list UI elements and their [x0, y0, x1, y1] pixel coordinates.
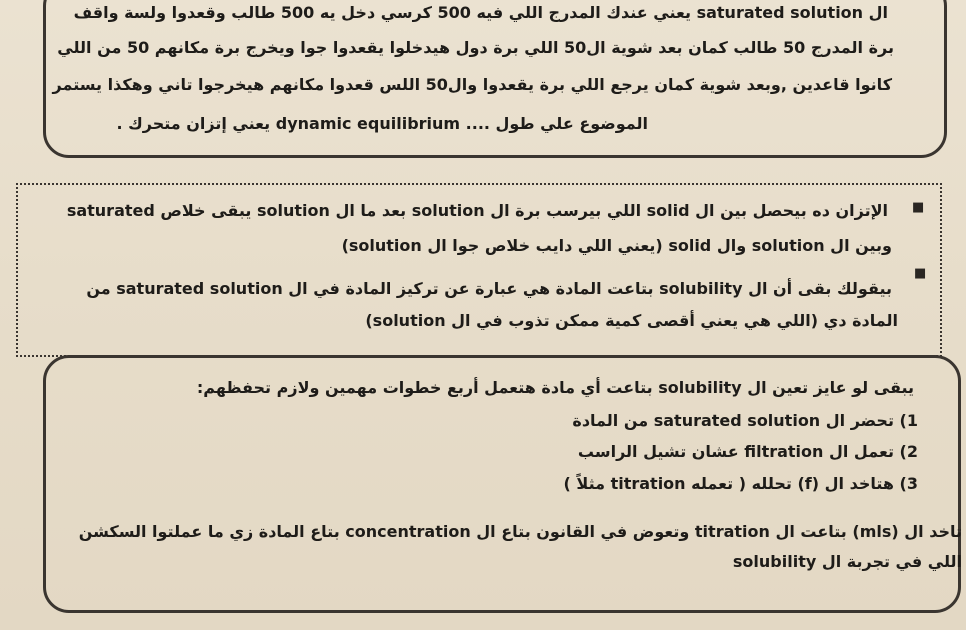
- analogy-line-2: برة المدرج 50 طالب كمان بعد شوية ال50 اللي برة دول هيدخلوا يقعدوا جوا ويخرج برة مكانهم 50 من اللي: [57, 38, 894, 57]
- step-3: 3) هتاخد ال (f) تحلله ( تعمله titration مثلاً ): [563, 474, 918, 493]
- analogy-line-1: ال saturated solution يعني عندك المدرج اللي فيه 500 كرسي دخل يه 500 طالب وقعدوا ولسة واقف: [73, 3, 888, 22]
- equilibrium-note-2-line-1: بيقولك بقى أن ال solubility بتاعت المادة هي عبارة عن تركيز المادة في ال saturated solution من: [86, 279, 892, 298]
- equilibrium-note-1-line-1: الإتزان ده بيحصل بين ال solid اللي بيرسب برة ال solution بعد ما ال solution يبقى خلاص saturated: [66, 201, 888, 220]
- bullet-icon: ■: [912, 200, 925, 215]
- steps-intro: يبقى لو عايز تعين ال solubility بتاعت أي مادة هتعمل أربع خطوات مهمين ولازم تحفظهم:: [196, 378, 914, 397]
- steps-outro-line-2: اللي في تجربة ال solubility: [732, 552, 962, 571]
- step-1: 1) تحضر ال saturated solution من المادة: [572, 411, 918, 430]
- equilibrium-note-1-line-2: وبين ال solution وال solid (يعني اللي دايب خلاص جوا ال solution): [341, 236, 892, 255]
- steps-outro-line-1: تاخد ال (mls) بتاعت ال titration وتعوض في القانون بتاع ال concentration بتاع المادة زي ما عملتوا السكشن: [78, 522, 962, 541]
- analogy-line-4: الموضوع علي طول .... dynamic equilibrium يعني إتزان متحرك .: [116, 114, 648, 133]
- equilibrium-note-2-line-2: المادة دي (اللي هي يعني أقصى كمية ممكن تذوب في ال solution): [365, 311, 898, 330]
- analogy-line-3: كانوا قاعدين ,وبعد شوية كمان يرجع اللي برة يقعدوا وال50 اللس قعدوا مكانهم هيخرجوا تاني وهكذا يستمر: [52, 75, 892, 94]
- bullet-icon: ■: [914, 266, 927, 281]
- step-2: 2) تعمل ال filtration عشان تشيل الراسب: [577, 442, 918, 461]
